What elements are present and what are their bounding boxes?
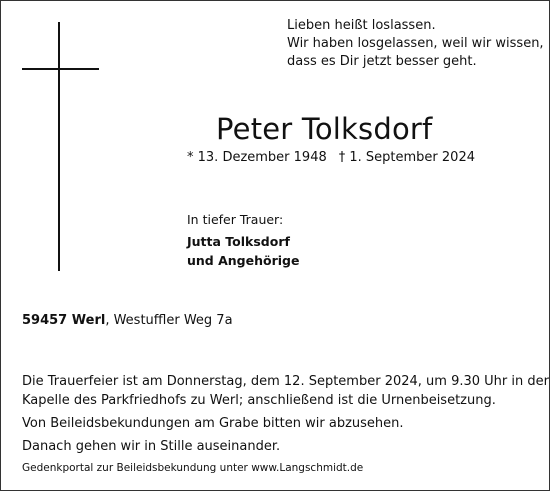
quote-line: dass es Dir jetzt besser geht. <box>287 54 477 69</box>
deceased-name: Peter Tolksdorf <box>216 112 433 146</box>
mourner-name: und Angehörige <box>187 253 300 268</box>
address-street: Westuffler Weg 7a <box>113 313 233 328</box>
funeral-details <box>22 372 549 456</box>
address: 59457 Werl, Westuffler Weg 7a <box>22 313 233 328</box>
funeral-line: Kapelle des Parkfriedhofs zu Werl; anschließend ist die Urnenbeisetzung. <box>22 393 496 408</box>
closing-line: Danach gehen wir in Stille auseinander. <box>22 439 281 454</box>
memorial-portal-note: Gedenkportal zur Beileidsbekundung unter www.Langschmidt.de <box>22 462 364 474</box>
cross-vertical-beam <box>58 22 60 271</box>
birth-date: * 13. Dezember 1948 <box>187 150 327 165</box>
address-city: 59457 Werl <box>22 313 106 328</box>
funeral-line: Die Trauerfeier ist am Donnerstag, dem 12. September 2024, um 9.30 Uhr in der <box>22 374 549 389</box>
mourners-list <box>187 232 299 270</box>
quote-line: Lieben heißt loslassen. <box>287 18 436 33</box>
cross-horizontal-beam <box>22 68 99 70</box>
quote-line: Wir haben losgelassen, weil wir wissen, <box>287 36 544 51</box>
condolence-note: Von Beileidsbekundungen am Grabe bitten wir abzusehen. <box>22 416 404 431</box>
death-date: † 1. September 2024 <box>338 150 475 165</box>
mourning-intro: In tiefer Trauer: <box>187 212 284 227</box>
memorial-quote <box>287 17 544 71</box>
mourner-name: Jutta Tolksdorf <box>187 234 290 249</box>
life-dates <box>187 149 475 167</box>
